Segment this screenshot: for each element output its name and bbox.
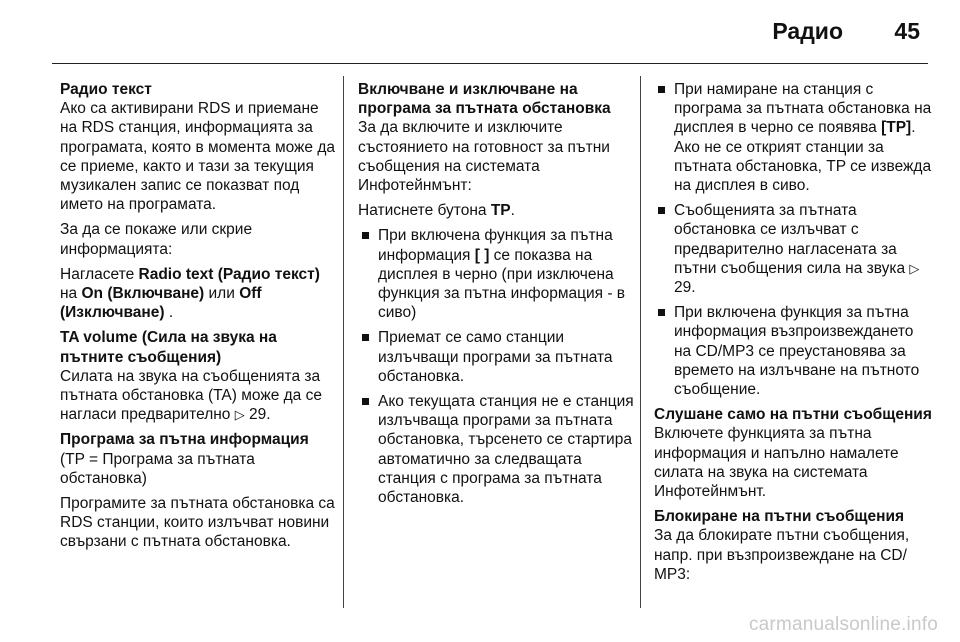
paragraph: (TP = Програма за пътната обстановка) xyxy=(60,450,255,487)
page-header xyxy=(0,0,960,70)
bullet-list xyxy=(358,226,636,507)
text: Натиснете бутона xyxy=(358,202,491,220)
text: При включена функция за пътна информация xyxy=(378,227,613,264)
bullet-list xyxy=(654,80,932,399)
indicator: [ ] xyxy=(474,246,490,264)
column-divider xyxy=(640,76,641,608)
section-toggle-traffic xyxy=(358,80,636,195)
reference-arrow-icon: ▷ xyxy=(909,260,920,276)
list-item xyxy=(654,201,932,297)
section-ta-volume xyxy=(60,328,338,424)
column-divider xyxy=(343,76,344,608)
list-item: При включена функция за пътна информация възпроизвеждането на CD/MP3 се преустановява за времето на излъчване на пътното съобщение. xyxy=(654,303,932,399)
list-item xyxy=(654,80,932,195)
list-item xyxy=(358,226,636,322)
list-item: Приемат се само станции излъчващи програми за пътната обстановка. xyxy=(358,328,636,386)
paragraph: За да блокирате пътни съобщения, напр. при възпроизвеждане на CD/ MP3: xyxy=(654,527,910,583)
column-1 xyxy=(60,80,338,558)
page-reference: 29. xyxy=(674,279,696,297)
text: или xyxy=(204,285,240,303)
page-title: Радио xyxy=(772,18,843,44)
text: . xyxy=(164,304,174,322)
setting-value: On (Включване) xyxy=(81,285,205,303)
section-radio-text xyxy=(60,80,338,214)
section-traffic-program xyxy=(60,430,338,488)
setting-value: Off (Изключване) xyxy=(60,285,262,322)
reference-arrow-icon: ▷ xyxy=(234,407,245,423)
paragraph: За да се покаже или скрие информацията: xyxy=(60,221,253,258)
paragraph: Включете функцията за пътна информация и напълно намалете силата на звука на системата Инфотейнмънт. xyxy=(654,425,899,501)
section-heading: Радио текст xyxy=(60,81,152,98)
section-heading: Включване и изключване на програма за пътната обстановка xyxy=(358,81,611,118)
text: се показва на дисплея в черно (при изключена функция за пътна информация - в сиво) xyxy=(378,246,626,322)
section-heading: Слушане само на пътни съобщения xyxy=(654,406,932,424)
section-heading: TA volume (Сила на звука на пътните съобщения) xyxy=(60,329,277,366)
watermark: carmanualsonline.info xyxy=(748,614,938,635)
text: Съобщенията за пътната обстановка се излъчват с предварително нагласената за пътни съобщения сила на звука xyxy=(674,202,910,277)
section-heading: Програма за пътна информация xyxy=(60,431,309,449)
paragraph: Ако са активирани RDS и приемане на RDS станция, информацията за програмата, която в момента може да се приеме, както и тази за текущия музикален запис се показват под името на програмата. xyxy=(60,100,336,214)
setting-name: Radio text (Радио текст) xyxy=(138,265,320,283)
text: Нагласете xyxy=(60,265,139,283)
column-3 xyxy=(654,80,932,590)
button-name: TP xyxy=(490,202,511,220)
text: При намиране на станция с програма за пътната обстановка на дисплея в черно се появява xyxy=(674,81,932,137)
paragraph: За да включите и изключите състоянието на готовност за пътни съобщения на системата Инфотейнмънт: xyxy=(358,119,610,195)
section-heading: Блокиране на пътни съобщения xyxy=(654,508,905,526)
section-listen-traffic-only xyxy=(654,405,932,501)
section-block-traffic xyxy=(654,507,932,584)
header-rule xyxy=(52,63,928,64)
page-number: 45 xyxy=(894,18,920,44)
page-reference: 29. xyxy=(249,406,271,424)
column-2 xyxy=(358,80,636,513)
text: . Ако не се открият станции за пътната обстановка, TP се извежда на дисплея в сиво. xyxy=(674,119,932,195)
paragraph xyxy=(358,201,636,220)
text: на xyxy=(60,285,82,303)
text: Силата на звука на съобщенията за пътната обстановка (TA) може да се нагласи предварително xyxy=(60,367,322,424)
list-item: Ако текущата станция не е станция излъчваща програми за пътната обстановка, търсенето се стартира автоматично за следващата станция с програма за пътната обстановка. xyxy=(358,392,636,507)
paragraph: Програмите за пътната обстановка са RDS станции, които излъчват новини свързани с пътната обстановка. xyxy=(60,495,335,551)
paragraph xyxy=(60,265,338,323)
paragraph xyxy=(60,367,338,425)
text: . xyxy=(510,202,515,220)
indicator: [TP] xyxy=(881,119,912,137)
